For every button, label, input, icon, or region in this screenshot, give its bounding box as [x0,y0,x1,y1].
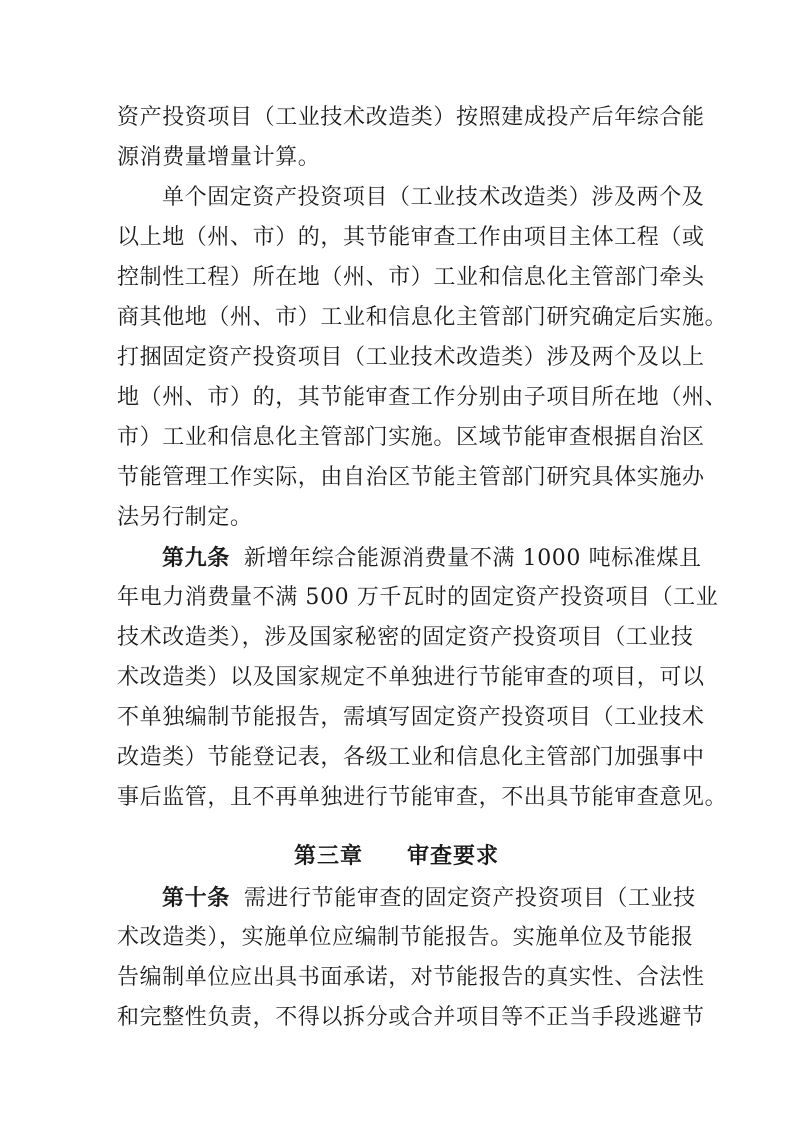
text-line: 节能管理工作实际，由自治区节能主管部门研究具体实施办 [117,465,705,490]
text-line: 地（州、市）的，其节能审查工作分别由子项目所在地（州、 [117,385,728,410]
chapter-title: 审查要求 [407,843,500,869]
article-10-text: 需进行节能审查的固定资产投资项目（工业技 [243,886,696,911]
text-line: 术改造类），实施单位应编制节能报告。实施单位及节能报 [117,925,694,950]
text-line: 单个固定资产投资项目（工业技术改造类）涉及两个及 [162,185,705,210]
text-line: 打捆固定资产投资项目（工业技术改造类）涉及两个及以上 [117,345,705,370]
text-line: 源消费量增量计算。 [117,145,321,170]
text-line: 和完整性负责，不得以拆分或合并项目等不正当手段逃避节 [117,1005,705,1030]
text-line: 商其他地（州、市）工业和信息化主管部门研究确定后实施。 [117,305,728,330]
text-line: 技术改造类），涉及国家秘密的固定资产投资项目（工业技 [117,625,694,650]
article-10-first-line [162,884,732,913]
chapter-heading [0,842,793,870]
text-line: 改造类）节能登记表，各级工业和信息化主管部门加强事中 [117,745,705,770]
text-line: 事后监管，且不再单独进行节能审查，不出具节能审查意见。 [117,785,728,810]
text-line: 告编制单位应出具书面承诺，对节能报告的真实性、合法性 [117,965,705,990]
text-line: 法另行制定。 [117,505,253,530]
article-9-label: 第九条 [162,545,230,571]
text-line: 术改造类）以及国家规定不单独进行节能审查的项目，可以 [117,665,705,690]
text-line: 以上地（州、市）的，其节能审查工作由项目主体工程（或 [117,225,705,250]
text-line: 不单独编制节能报告，需填写固定资产投资项目（工业技术 [117,705,705,730]
article-9-first-line [162,544,732,573]
text-line: 控制性工程）所在地（州、市）工业和信息化主管部门牵头 [117,265,705,290]
text-line: 市）工业和信息化主管部门实施。区域节能审查根据自治区 [117,425,705,450]
chapter-number: 第三章 [293,843,363,869]
article-9-text: 新增年综合能源消费量不满 1000 吨标准煤且 [243,546,702,571]
text-line: 资产投资项目（工业技术改造类）按照建成投产后年综合能 [117,105,705,130]
text-line: 年电力消费量不满 500 万千瓦时的固定资产投资项目（工业 [117,585,719,610]
article-10-label: 第十条 [162,885,230,911]
